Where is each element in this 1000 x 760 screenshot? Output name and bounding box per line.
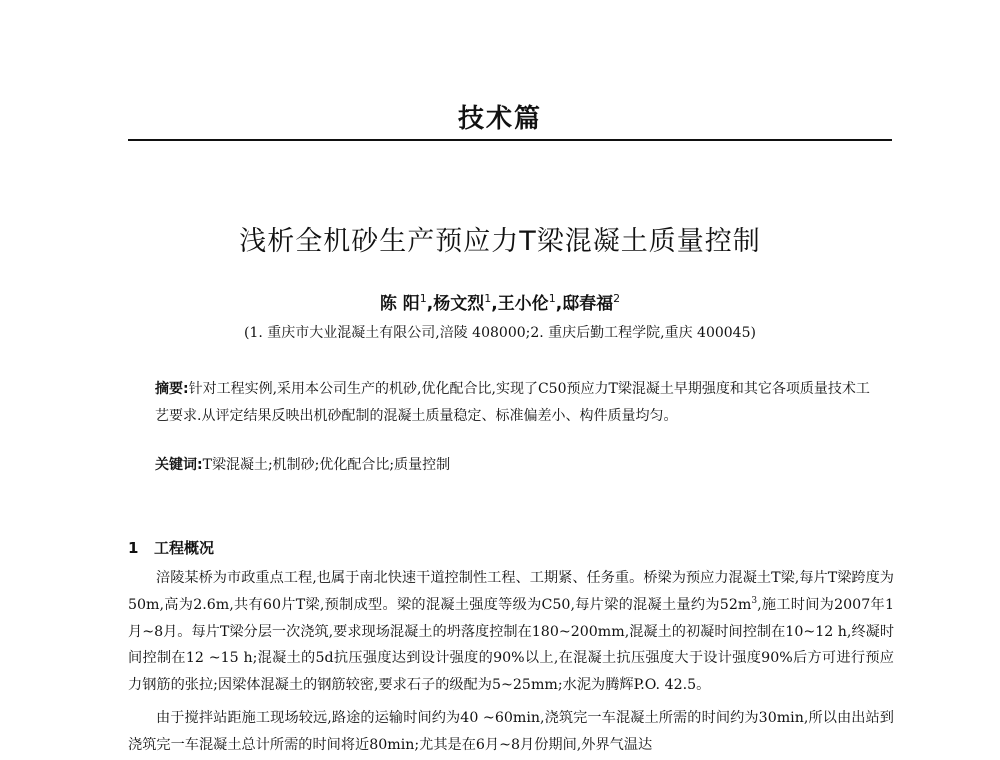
header-divider	[128, 139, 892, 141]
paragraph: 由于搅拌站距施工现场较远,路途的运输时间约为40 ~60min,浇筑完一车混凝土所需的时间约为30min,所以由出站到浇筑完一车混凝土总计所需的时间将近80min;尤其是在6月~8月份期间,外界气温达	[128, 709, 894, 753]
section-body	[128, 565, 894, 759]
keywords-label: 关键词:	[155, 457, 203, 473]
keywords	[155, 454, 875, 474]
section-number: 1	[128, 539, 139, 557]
section-heading	[128, 537, 214, 558]
author-affiliation-mark: 2	[613, 292, 621, 305]
paragraph-text: 涪陵某桥为市政重点工程,也属于南北快速干道控制性工程、工期紧、任务重。桥梁为预应力混凝土T梁,每片T梁跨度为50m,高为2.6m,共有60片T梁,预制成型。梁的混凝土强度等级为C50,每片梁的混凝土量约为52m	[128, 570, 894, 613]
article-title: 浅析全机砂生产预应力T梁混凝土质量控制	[239, 226, 761, 257]
author-affiliation-mark: 1	[484, 292, 492, 305]
superscript: 3	[751, 595, 758, 606]
abstract	[155, 376, 875, 430]
section-title: 工程概况	[154, 539, 215, 557]
author-separator: ,	[491, 294, 498, 314]
author-separator: ,	[555, 294, 563, 314]
author-separator: ,	[426, 294, 434, 314]
author-name: 杨文烈	[433, 294, 485, 314]
keywords-text: T梁混凝土;机制砂;优化配合比;质量控制	[202, 457, 451, 473]
abstract-label: 摘要:	[155, 381, 189, 397]
journal-section-title: 技术篇	[457, 104, 542, 134]
author-name: 王小伦	[497, 294, 549, 314]
affiliations: (1. 重庆市大业混凝土有限公司,涪陵 408000;2. 重庆后勤工程学院,重庆 400045)	[244, 325, 756, 341]
author-list	[0, 289, 1000, 314]
paragraph-text: ,施工时间为2007年1月~8月。每片T梁分层一次浇筑,要求现场混凝土的坍落度控制在180~200mm,混凝土的初凝时间控制在10~12 h,终凝时间控制在12 ~15 h;混凝土的5d抗压强度达到设计强度的90%以上,在混凝土抗压强度大于设计强度90%后方可进行预应力钢筋的张拉;因梁体混凝土的钢筋较密,要求石子的级配为5~25mm;水泥为腾辉P.O. 42.5。	[128, 596, 895, 694]
author-name: 陈 阳	[379, 294, 420, 314]
author-name: 邸春福	[562, 294, 614, 314]
paragraph	[128, 565, 894, 699]
author-affiliation-mark: 1	[419, 292, 427, 305]
abstract-text: 针对工程实例,采用本公司生产的机砂,优化配合比,实现了C50预应力T梁混凝土早期强度和其它各项质量技术工艺要求.从评定结果反映出机砂配制的混凝土质量稳定、标准偏差小、构件质量均匀。	[155, 381, 870, 424]
author-affiliation-mark: 1	[548, 292, 556, 305]
